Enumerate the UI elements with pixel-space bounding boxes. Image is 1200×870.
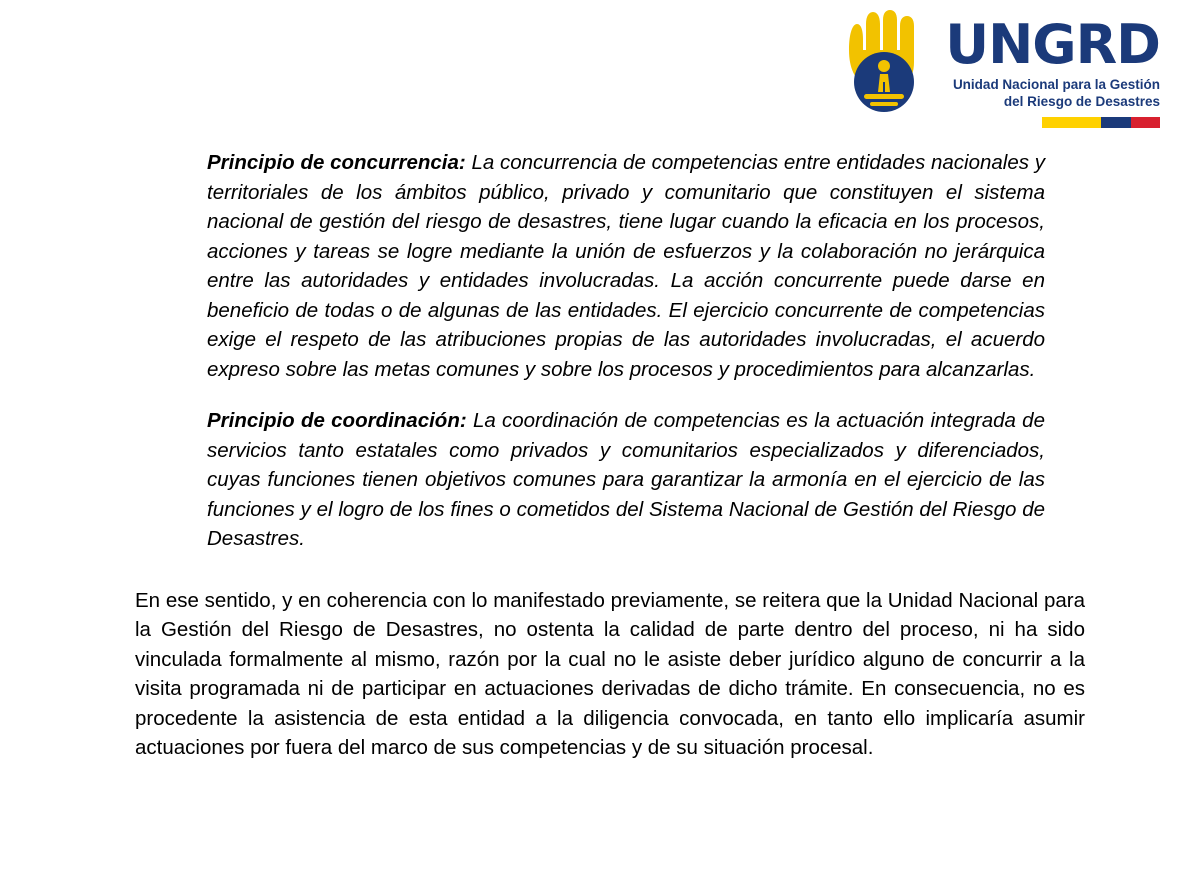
paragraph-lead-coordinacion: Principio de coordinación: (207, 409, 467, 432)
logo-subtitle-line1: Unidad Nacional para la Gestión (952, 77, 1160, 92)
flag-stripe-blue (1101, 117, 1131, 128)
logo-subtitle (953, 76, 1160, 110)
document-body (135, 148, 1085, 763)
flag-stripe-red (1131, 117, 1161, 128)
paragraph-closing: En ese sentido, y en coherencia con lo manifestado previamente, se reitera que la Unidad Nacional para la Gestión del Riesgo de Desastres, no ostenta la calidad de parte dentro del proceso, ni ha sido vinculada formalmente al mismo, razón por la cual no le asiste deber jurídico alguno de concurrir a la visita programada ni de participar en actuaciones derivadas de dicho trámite. En consecuencia, no es procedente la asistencia de esta entidad a la diligencia convocada, en tanto ello implicaría asumir actuaciones por fuera del marco de sus competencias y de su situación procesal. (135, 588, 1085, 759)
ungrd-hand-emblem-icon (839, 10, 931, 114)
paragraph-text-concurrencia: La concurrencia de competencias entre entidades nacionales y territoriales de los ámbitos público, privado y comunitario que constituyen el sistema nacional de gestión del riesgo de desastres, tiene lugar cuando la eficacia en los procesos, acciones y tareas se logre mediante la unión de esfuerzos y la colaboración no jerárquica entre las autoridades y entidades involucradas. La acción concurrente puede darse en beneficio de todas o de algunas de las entidades. El ejercicio concurrente de competencias exige el respeto de las atribuciones propias de las autoridades involucradas, el acuerdo expreso sobre las metas comunes y sobre los procesos y procedimientos para alcanzarlas. (207, 151, 1046, 381)
logo-subtitle-line2: del Riesgo de Desastres (1003, 94, 1160, 109)
paragraph-text-coordinacion: La coordinación de competencias es la actuación integrada de servicios tanto estatales como privados y comunitarios especializados y diferenciados, cuyas funciones tienen objetivos comunes para garantizar la armonía en el ejercicio de las funciones y el logro de los fines o cometidos del Sistema Nacional de Gestión del Riesgo de Desastres. (207, 409, 1045, 550)
paragraph-lead-concurrencia: Principio de concurrencia: (207, 151, 466, 174)
paragraph-principio-concurrencia (207, 148, 1045, 384)
flag-stripe-yellow (1042, 117, 1101, 128)
colombia-flag-bar (1042, 117, 1160, 128)
letterhead (839, 10, 1160, 128)
logo-title: UNGRD (945, 13, 1160, 76)
logo-text-block (945, 10, 1160, 128)
paragraph-principio-coordinacion (207, 406, 1045, 554)
